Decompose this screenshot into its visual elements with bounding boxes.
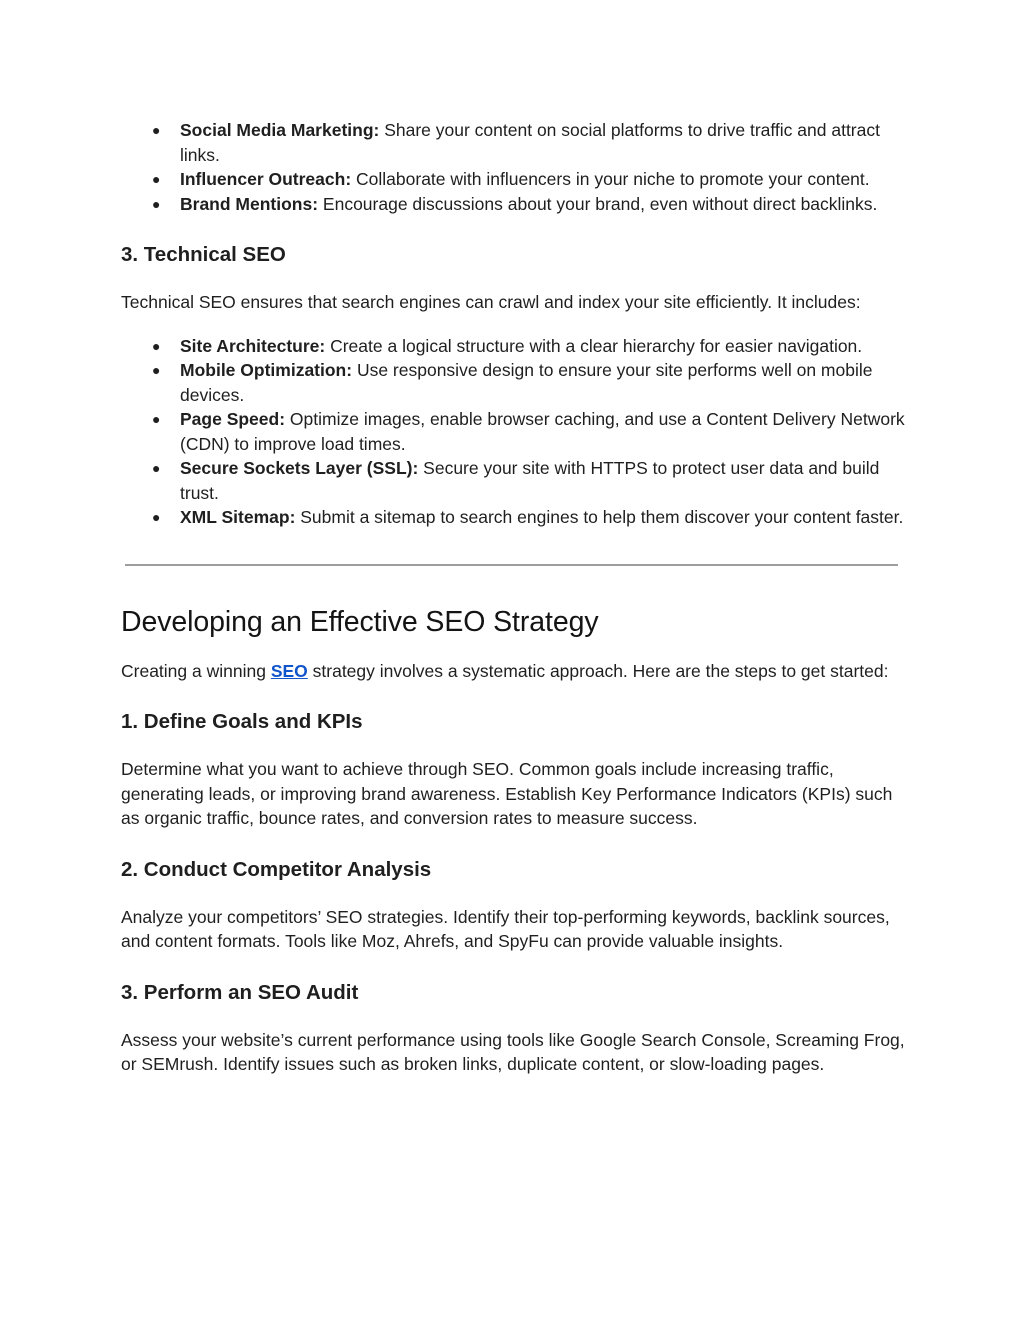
section-heading-technical-seo: 3. Technical SEO	[121, 243, 286, 266]
list-item-text: Optimize images, enable browser caching, and use a Content Delivery Network (CDN) to improve load times.	[180, 409, 905, 454]
list-item	[121, 118, 911, 167]
step-body-seo-audit: Assess your website’s current performance using tools like Google Search Console, Screaming Frog, or SEMrush. Identify issues such as broken links, duplicate content, or slow-loading pages.	[121, 1029, 905, 1074]
list-item-term: Social Media Marketing:	[180, 120, 380, 140]
bullet-icon: ●	[152, 460, 161, 476]
bullet-icon: ●	[152, 509, 161, 525]
section-heading-seo-strategy: Developing an Effective SEO Strategy	[121, 605, 599, 638]
list-item-text: Secure your site with HTTPS to protect user data and build trust.	[180, 458, 880, 503]
list-item-term: Page Speed:	[180, 409, 286, 429]
bullet-icon: ●	[152, 122, 161, 138]
list-item-term: Brand Mentions:	[180, 193, 319, 214]
horizontal-divider	[125, 564, 898, 566]
bullet-icon: ●	[152, 195, 161, 212]
list-item-term: Secure Sockets Layer (SSL):	[180, 458, 419, 478]
technical-seo-list	[121, 334, 911, 530]
bullet-icon: ●	[152, 411, 161, 427]
list-item	[121, 407, 911, 456]
bullet-icon: ●	[152, 337, 161, 354]
document-content	[121, 118, 911, 1077]
technical-seo-intro: Technical SEO ensures that search engines can crawl and index your site efficiently. It includes:	[121, 292, 861, 312]
link-building-list	[121, 118, 911, 216]
list-item-text: Share your content on social platforms to drive traffic and attract links.	[180, 120, 880, 165]
list-item-text: Encourage discussions about your brand, even without direct backlinks.	[318, 193, 878, 214]
bullet-icon: ●	[152, 171, 161, 187]
step-body-define-goals: Determine what you want to achieve through SEO. Common goals include increasing traffic, generating leads, or improving brand awareness. Establish Key Performance Indicators (KPIs) such as organic traffic, bounce rates, and conversion rates to measure success.	[121, 759, 893, 828]
list-item-text: Create a logical structure with a clear hierarchy for easier navigation.	[325, 335, 863, 356]
list-item-text: Submit a sitemap to search engines to help them discover your content faster.	[295, 507, 904, 527]
step-heading-seo-audit: 3. Perform an SEO Audit	[121, 980, 359, 1004]
bullet-icon: ●	[152, 362, 161, 378]
strategy-intro-after: strategy involves a systematic approach. Here are the steps to get started:	[307, 660, 889, 681]
step-heading-define-goals: 1. Define Goals and KPIs	[121, 710, 363, 733]
step-body-competitor-analysis: Analyze your competitors’ SEO strategies. Identify their top-performing keywords, backlink sources, and content formats. Tools like Moz, Ahrefs, and SpyFu can provide valuable insights.	[121, 906, 890, 951]
step-heading-competitor-analysis: 2. Conduct Competitor Analysis	[121, 857, 432, 881]
list-item	[121, 167, 911, 192]
list-item	[121, 192, 911, 217]
list-item-term: Site Architecture:	[180, 335, 326, 356]
seo-link[interactable]: SEO	[270, 660, 308, 681]
list-item-term: XML Sitemap:	[180, 507, 296, 527]
list-item-term: Mobile Optimization:	[180, 360, 353, 380]
list-item	[121, 505, 911, 530]
strategy-intro	[121, 659, 911, 684]
list-item-text: Use responsive design to ensure your site performs well on mobile devices.	[180, 360, 873, 405]
list-item-term: Influencer Outreach:	[180, 169, 352, 189]
list-item	[121, 456, 911, 505]
strategy-intro-before: Creating a winning	[121, 660, 271, 681]
list-item-text: Collaborate with influencers in your niche to promote your content.	[351, 169, 870, 189]
list-item	[121, 358, 911, 407]
list-item	[121, 334, 911, 359]
